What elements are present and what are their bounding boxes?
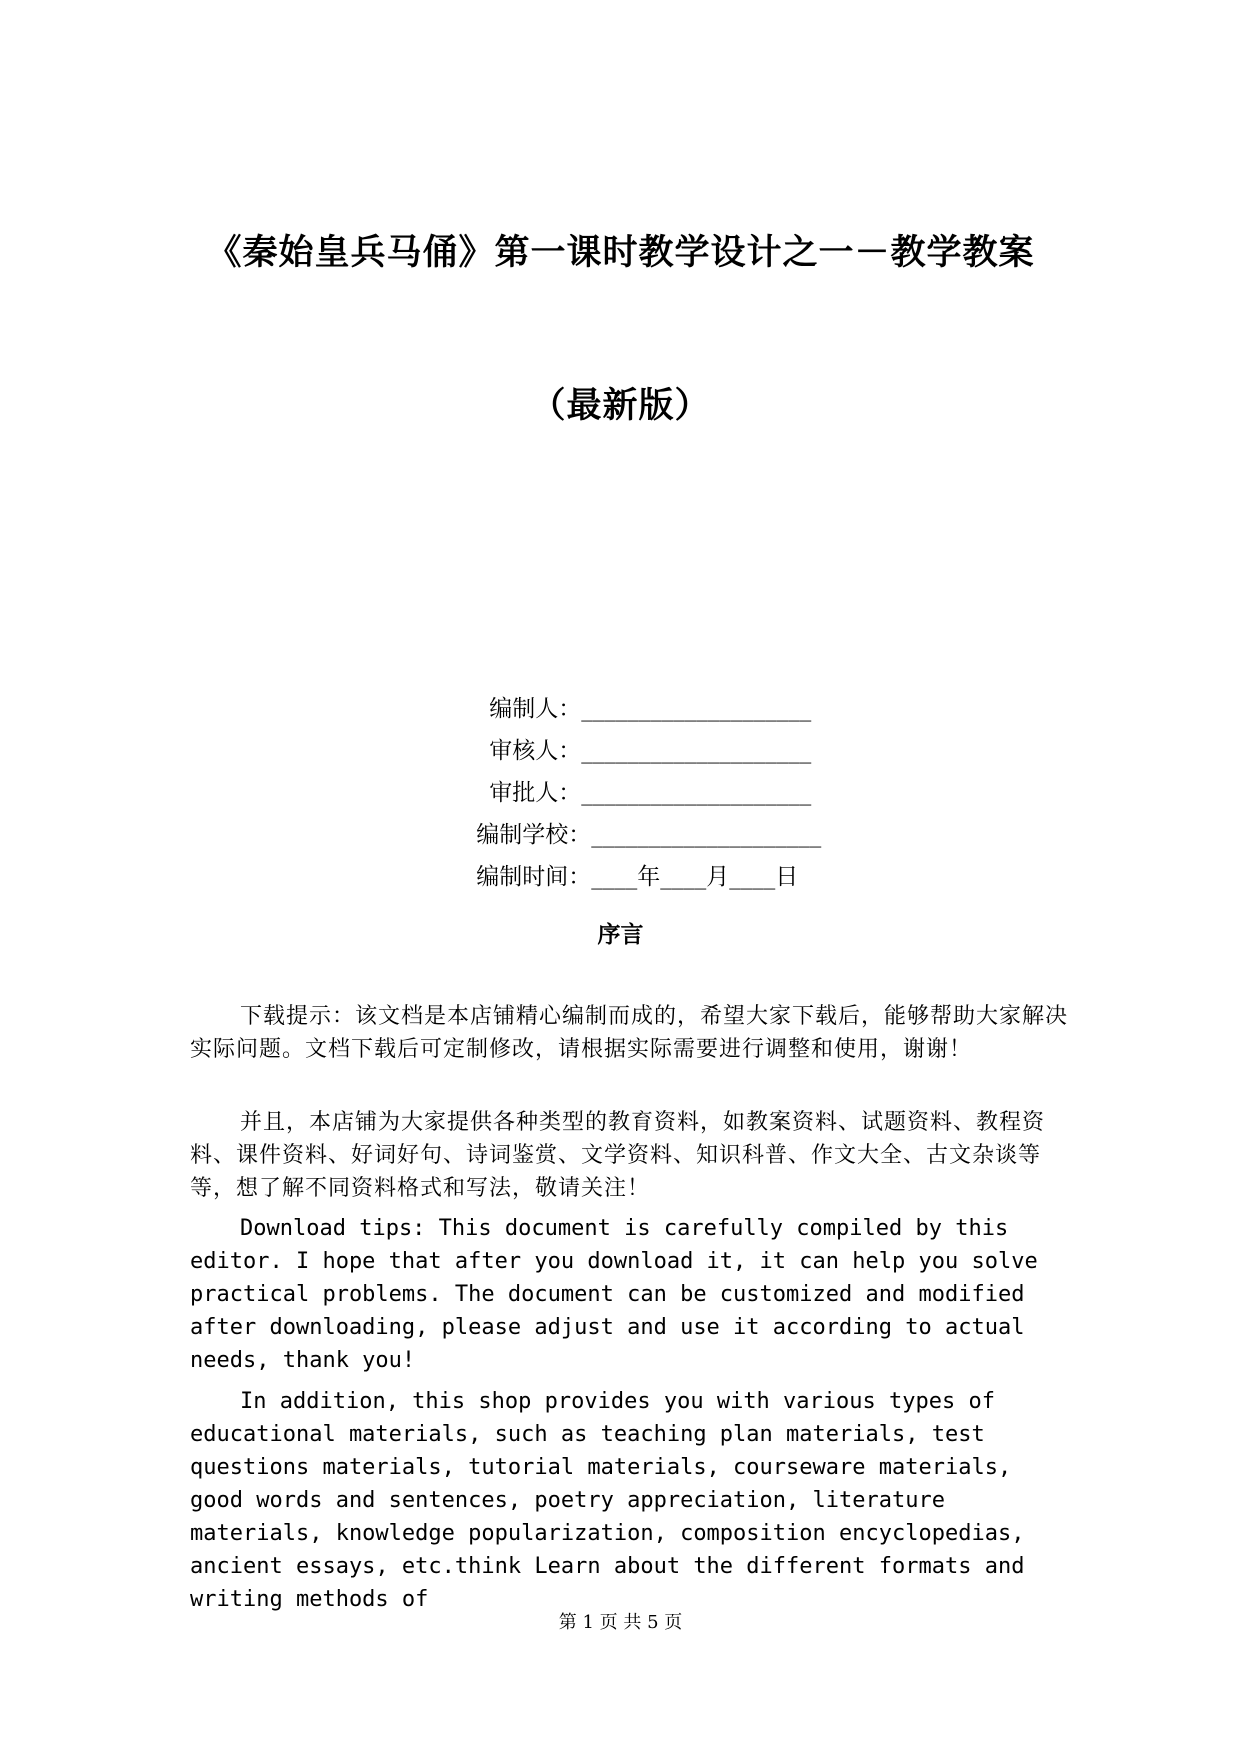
page-title: 《秦始皇兵马俑》第一课时教学设计之一－教学教案 bbox=[206, 232, 1035, 273]
approver-blank: ____________________ bbox=[581, 780, 812, 806]
preface-paragraph-cn-1: 下载提示：该文档是本店铺精心编制而成的，希望大家下载后，能够帮助大家解决实际问题。文档下载后可定制修改，请根据实际需要进行调整和使用，谢谢！ bbox=[190, 1004, 1069, 1062]
preface-paragraph-cn-2: 并且，本店铺为大家提供各种类型的教育资料，如教案资料、试题资料、教程资料、课件资料、好词好句、诗词鉴赏、文学资料、知识科普、作文大全、古文杂谈等等，想了解不同资料格式和写法，敬请关注！ bbox=[190, 1110, 1046, 1201]
page-subtitle: （最新版） bbox=[530, 385, 711, 426]
date-label: 编制时间： bbox=[476, 864, 592, 890]
school-blank: ____________________ bbox=[591, 822, 822, 848]
preface-paragraph-en-1: Download tips: This document is carefully compiled by this editor. I hope that after you download it, it can help you solve practical problems. The document can be customized and modified after downloading, please adjust and use it according to actual needs, thank you! bbox=[190, 1216, 1038, 1373]
preface-heading: 序言 bbox=[597, 921, 644, 948]
date-blank: ____年____月____日 bbox=[591, 864, 799, 890]
approver-label: 审批人： bbox=[489, 780, 582, 806]
preface-paragraph-en-2: In addition, this shop provides you with various types of educational materials, such as teaching plan materials, test questions materials, tutorial materials, courseware materials, good words and sentences, poetry appreciation, literature materials, knowledge popularization, composition encyclopedias, ancient essays, etc.think Learn about the different formats and writing methods of bbox=[190, 1389, 1025, 1612]
compiler-label: 编制人： bbox=[489, 696, 582, 722]
reviewer-blank: ____________________ bbox=[581, 738, 812, 764]
page-footer: 第 1 页 共 5 页 bbox=[558, 1612, 683, 1633]
reviewer-label: 审核人： bbox=[489, 738, 582, 764]
date-field bbox=[447, 832, 798, 917]
compiler-blank: ____________________ bbox=[581, 696, 812, 722]
school-label: 编制学校： bbox=[476, 822, 592, 848]
